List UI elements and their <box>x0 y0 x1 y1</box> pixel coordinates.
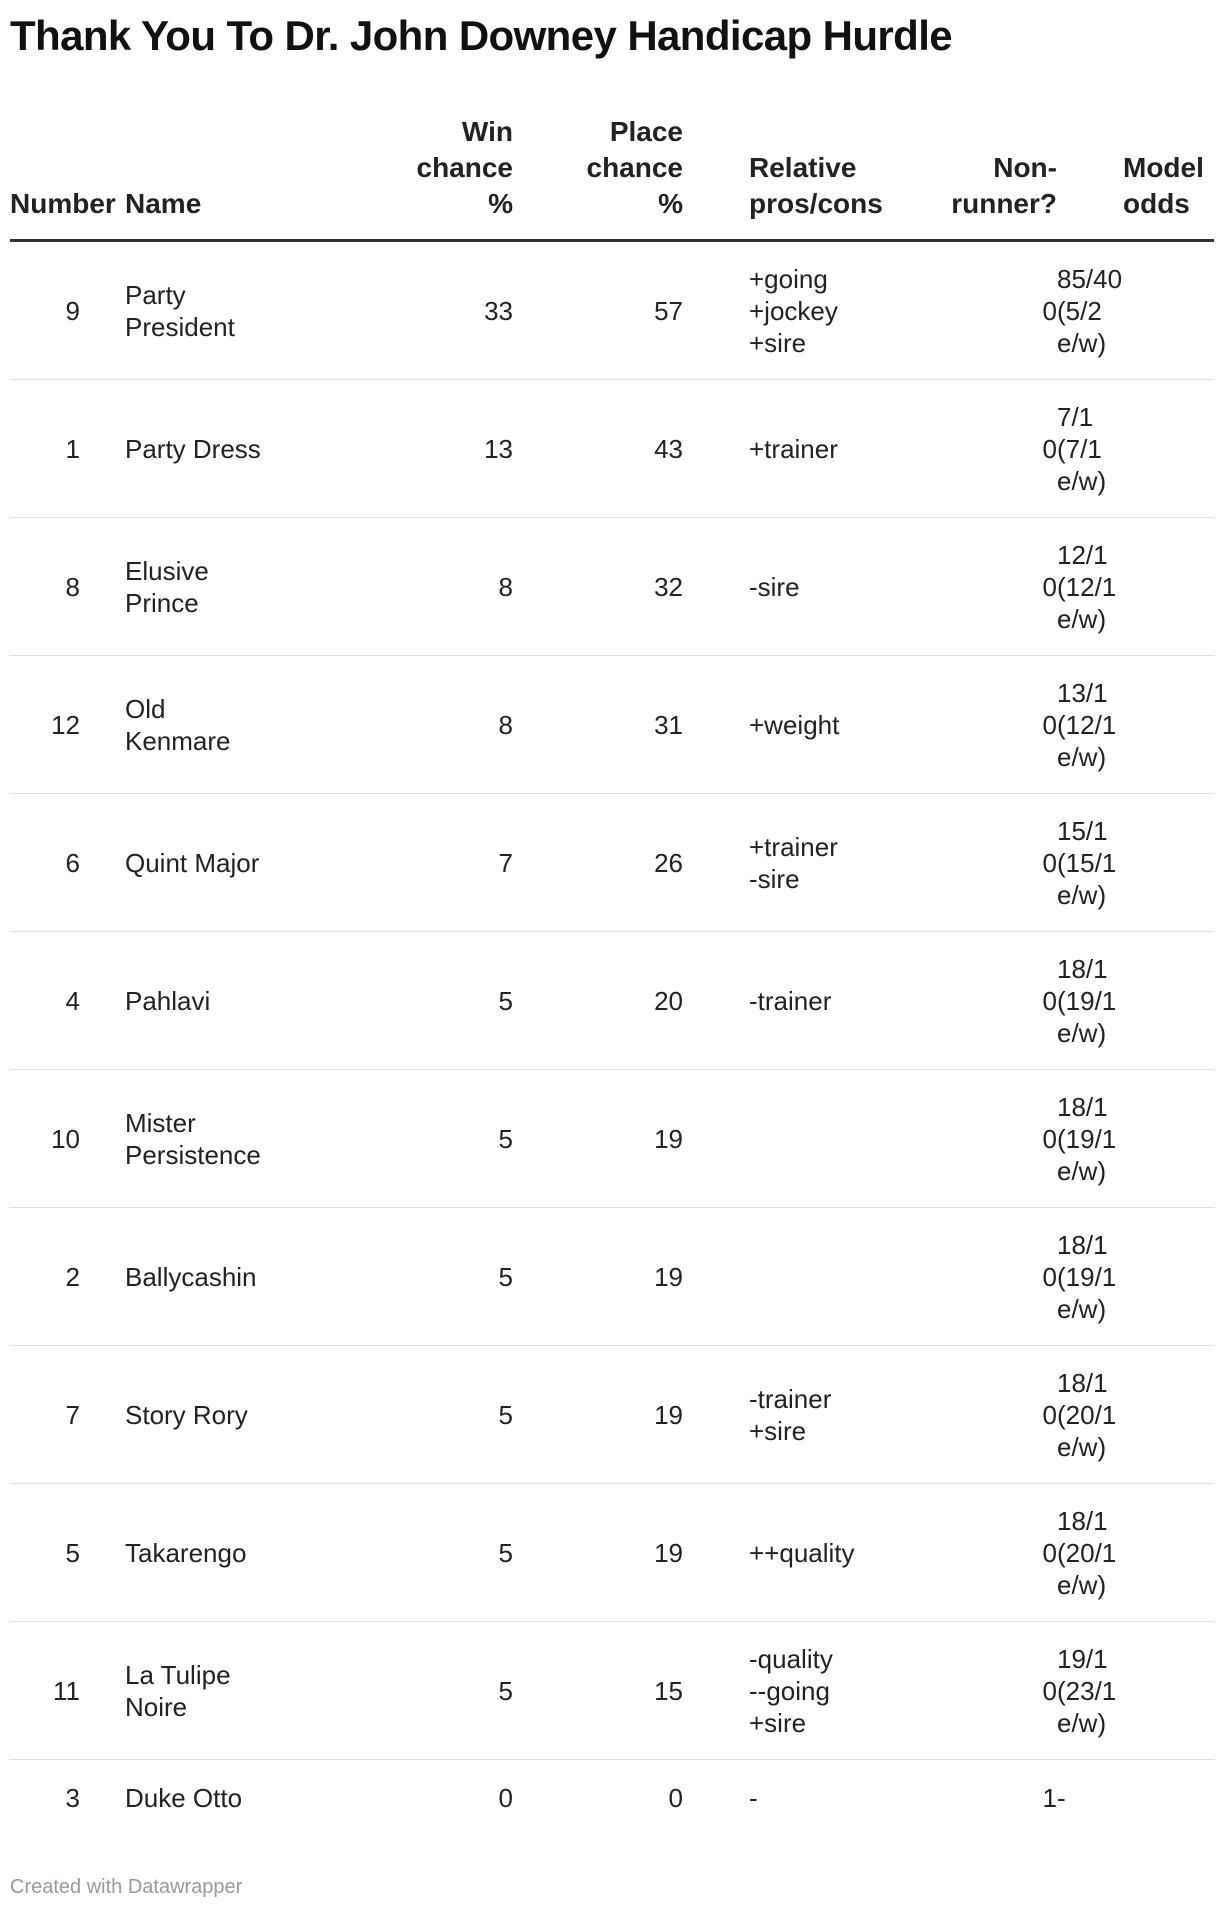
cell-number: 10 <box>10 1070 125 1208</box>
cell-pros-cons-line: +weight <box>749 709 840 740</box>
cell-place-chance: 19 <box>513 1208 683 1346</box>
cell-model-odds <box>1057 1622 1214 1760</box>
cell-name-line: Prince <box>125 587 199 618</box>
cell-pros-cons-line: -sire <box>749 571 800 602</box>
cell-pros-cons <box>683 794 895 932</box>
table-row <box>10 518 1214 656</box>
cell-non-runner: 0 <box>895 518 1057 656</box>
cell-pros-cons-line: -trainer <box>749 1383 832 1414</box>
cell-name-line: Noire <box>125 1691 188 1722</box>
cell-model-odds <box>1057 932 1214 1070</box>
cell-pros-cons-line: +trainer <box>749 433 838 464</box>
cell-pros-cons-line: - <box>749 1782 758 1813</box>
column-header-line: Non- <box>993 152 1057 183</box>
cell-win-chance: 0 <box>498 1782 513 1813</box>
cell-place-chance: 19 <box>513 1484 683 1622</box>
cell-non-runner: 0 <box>895 656 1057 794</box>
cell-model-odds-line: 18/1 <box>1057 953 1108 984</box>
cell-model-odds-line: (12/1 <box>1057 709 1117 740</box>
column-header-line: Relative <box>749 152 857 183</box>
cell-name-line: Persistence <box>125 1139 261 1170</box>
cell-pros-cons-line: +sire <box>749 1415 807 1446</box>
table-row <box>10 794 1214 932</box>
cell-name <box>125 1622 299 1760</box>
cell-model-odds-line: 15/1 <box>1057 815 1108 846</box>
cell-name <box>125 241 299 380</box>
cell-model-odds-line: 18/1 <box>1057 1505 1108 1536</box>
cell-name <box>125 794 299 932</box>
cell-model-odds-line: (20/1 <box>1057 1537 1117 1568</box>
cell-number: 9 <box>10 241 125 380</box>
cell-number: 1 <box>10 380 125 518</box>
cell-pros-cons-line: ++quality <box>749 1537 855 1568</box>
column-header-win-chance[interactable] <box>299 114 513 241</box>
table-row <box>10 932 1214 1070</box>
cell-pros-cons <box>683 1760 895 1836</box>
column-header-line: runner? <box>951 188 1057 219</box>
cell-name-line: Duke Otto <box>125 1782 243 1813</box>
cell-model-odds <box>1057 794 1214 932</box>
cell-name-line: Elusive <box>125 555 209 586</box>
cell-pros-cons-line: +sire <box>749 1707 807 1738</box>
cell-win-chance: 7 <box>299 794 513 932</box>
cell-non-runner: 0 <box>895 241 1057 380</box>
cell-non-runner: 0 <box>895 932 1057 1070</box>
cell-pros-cons <box>683 932 895 1070</box>
cell-name-line: Takarengo <box>125 1537 247 1568</box>
footer-credit: Created with Datawrapper <box>10 1876 243 1898</box>
cell-pros-cons <box>683 241 895 380</box>
cell-model-odds-line: (23/1 <box>1057 1675 1117 1706</box>
cell-pros-cons <box>683 1484 895 1622</box>
cell-model-odds-line: 7/1 <box>1057 401 1094 432</box>
cell-model-odds <box>1057 1346 1214 1484</box>
column-header-model-odds[interactable] <box>1057 114 1214 241</box>
cell-non-runner: 0 <box>895 1484 1057 1622</box>
cell-win-chance: 5 <box>299 1622 513 1760</box>
cell-number: 6 <box>10 794 125 932</box>
cell-name-line: Party Dress <box>125 433 261 464</box>
cell-non-runner: 0 <box>895 1208 1057 1346</box>
cell-model-odds-line: - <box>1057 1782 1066 1813</box>
column-header-line: chance <box>416 152 513 183</box>
cell-pros-cons-line: +sire <box>749 327 807 358</box>
cell-model-odds-line: e/w) <box>1057 741 1107 772</box>
cell-name-line: Mister <box>125 1107 196 1138</box>
cell-pros-cons <box>683 1346 895 1484</box>
cell-pros-cons <box>683 380 895 518</box>
cell-number: 11 <box>10 1622 125 1760</box>
cell-place-chance: 15 <box>513 1622 683 1760</box>
column-header-line: % <box>488 188 513 219</box>
cell-non-runner: 0 <box>895 1622 1057 1760</box>
column-header-line: chance <box>586 152 683 183</box>
cell-model-odds <box>1057 656 1214 794</box>
cell-model-odds <box>1057 380 1214 518</box>
cell-model-odds-line: 85/40 <box>1057 263 1123 294</box>
cell-model-odds-line: e/w) <box>1057 1017 1107 1048</box>
cell-number: 7 <box>10 1346 125 1484</box>
cell-pros-cons-line: -quality <box>749 1643 833 1674</box>
cell-model-odds-line: (5/2 <box>1057 295 1102 326</box>
column-header-line: Number <box>10 188 116 219</box>
cell-place-chance: 0 <box>668 1782 683 1813</box>
cell-place-chance: 19 <box>513 1346 683 1484</box>
cell-name-line: Kenmare <box>125 725 231 756</box>
column-header-place-chance[interactable] <box>513 114 683 241</box>
cell-non-runner: 0 <box>895 794 1057 932</box>
cell-model-odds-line: (19/1 <box>1057 1123 1117 1154</box>
cell-non-runner: 0 <box>895 380 1057 518</box>
column-header-line: Place <box>609 116 683 147</box>
cell-number: 8 <box>10 518 125 656</box>
cell-win-chance: 5 <box>299 1484 513 1622</box>
column-header-name[interactable] <box>125 114 299 241</box>
cell-model-odds-line: (19/1 <box>1057 1261 1117 1292</box>
cell-name-line: Party <box>125 279 186 310</box>
cell-model-odds-line: 18/1 <box>1057 1091 1108 1122</box>
cell-name <box>125 1208 299 1346</box>
column-header-pros-cons[interactable] <box>683 114 895 241</box>
cell-model-odds <box>1057 241 1214 380</box>
table-body <box>10 241 1214 1836</box>
cell-model-odds-line: e/w) <box>1057 1155 1107 1186</box>
cell-pros-cons-line: +trainer <box>749 831 838 862</box>
cell-pros-cons <box>683 518 895 656</box>
cell-win-chance: 8 <box>299 518 513 656</box>
cell-place-chance: 26 <box>513 794 683 932</box>
cell-model-odds-line: e/w) <box>1057 879 1107 910</box>
cell-win-chance: 13 <box>299 380 513 518</box>
cell-pros-cons-line: --going <box>749 1675 830 1706</box>
cell-win-chance: 5 <box>299 1346 513 1484</box>
column-header-line: % <box>658 188 683 219</box>
cell-model-odds-line: 13/1 <box>1057 677 1108 708</box>
cell-model-odds-line: e/w) <box>1057 1707 1107 1738</box>
cell-model-odds-line: 19/1 <box>1057 1643 1108 1674</box>
cell-model-odds-line: (20/1 <box>1057 1399 1117 1430</box>
cell-model-odds <box>1057 518 1214 656</box>
cell-name <box>125 1070 299 1208</box>
cell-name <box>125 1760 299 1836</box>
cell-number: 2 <box>10 1208 125 1346</box>
cell-model-odds-line: 18/1 <box>1057 1367 1108 1398</box>
table-row <box>10 1760 1214 1836</box>
cell-place-chance: 31 <box>513 656 683 794</box>
cell-name-line: President <box>125 311 235 342</box>
cell-name-line: Quint Major <box>125 847 260 878</box>
cell-model-odds <box>1057 1760 1214 1836</box>
cell-model-odds-line: (15/1 <box>1057 847 1117 878</box>
cell-model-odds <box>1057 1070 1214 1208</box>
cell-model-odds-line: (7/1 <box>1057 433 1102 464</box>
chart-title: Thank You To Dr. John Downey Handicap Hurdle <box>10 12 953 59</box>
cell-number: 3 <box>65 1782 80 1813</box>
cell-name <box>125 380 299 518</box>
column-header-number[interactable] <box>10 114 125 241</box>
table-row <box>10 380 1214 518</box>
cell-name <box>125 518 299 656</box>
column-header-non-runner[interactable] <box>895 114 1057 241</box>
column-header-line: Name <box>125 188 202 219</box>
table-row <box>10 656 1214 794</box>
cell-place-chance: 20 <box>513 932 683 1070</box>
cell-model-odds-line: e/w) <box>1057 465 1107 496</box>
cell-model-odds <box>1057 1208 1214 1346</box>
cell-model-odds-line: e/w) <box>1057 603 1107 634</box>
cell-number: 5 <box>10 1484 125 1622</box>
cell-name <box>125 1346 299 1484</box>
cell-model-odds-line: e/w) <box>1057 327 1107 358</box>
cell-model-odds <box>1057 1484 1214 1622</box>
cell-place-chance: 32 <box>513 518 683 656</box>
cell-model-odds-line: e/w) <box>1057 1569 1107 1600</box>
cell-pros-cons <box>683 1208 895 1346</box>
column-header-line: Model <box>1123 152 1204 183</box>
cell-name-line: Story Rory <box>125 1399 248 1430</box>
cell-non-runner: 1 <box>1042 1782 1057 1813</box>
cell-name <box>125 1484 299 1622</box>
cell-pros-cons <box>683 1622 895 1760</box>
cell-name <box>125 932 299 1070</box>
cell-win-chance: 5 <box>299 932 513 1070</box>
cell-name <box>125 656 299 794</box>
cell-name-line: La Tulipe <box>125 1659 231 1690</box>
table-row <box>10 1070 1214 1208</box>
cell-model-odds-line: (12/1 <box>1057 571 1117 602</box>
cell-name-line: Pahlavi <box>125 985 211 1016</box>
cell-number: 12 <box>10 656 125 794</box>
table-row <box>10 1208 1214 1346</box>
cell-place-chance: 57 <box>513 241 683 380</box>
table-row <box>10 1484 1214 1622</box>
column-header-line: odds <box>1123 188 1190 219</box>
cell-non-runner: 0 <box>895 1070 1057 1208</box>
cell-win-chance: 5 <box>299 1070 513 1208</box>
table-row <box>10 1346 1214 1484</box>
cell-model-odds-line: 18/1 <box>1057 1229 1108 1260</box>
header-row <box>10 114 1214 241</box>
cell-pros-cons <box>683 656 895 794</box>
cell-pros-cons <box>683 1070 895 1208</box>
cell-model-odds-line: (19/1 <box>1057 985 1117 1016</box>
cell-place-chance: 19 <box>513 1070 683 1208</box>
cell-win-chance: 5 <box>299 1208 513 1346</box>
cell-win-chance: 8 <box>299 656 513 794</box>
cell-model-odds-line: e/w) <box>1057 1293 1107 1324</box>
data-table <box>10 114 1214 1835</box>
cell-number: 4 <box>10 932 125 1070</box>
cell-pros-cons-line: +going <box>749 263 828 294</box>
table-container <box>10 0 1214 1835</box>
cell-pros-cons-line: -sire <box>749 863 800 894</box>
table-row <box>10 241 1214 380</box>
cell-name-line: Old <box>125 693 166 724</box>
cell-pros-cons-line: -trainer <box>749 985 832 1016</box>
column-header-line: pros/cons <box>749 188 883 219</box>
cell-non-runner: 0 <box>895 1346 1057 1484</box>
cell-pros-cons-line: +jockey <box>749 295 838 326</box>
cell-name-line: Ballycashin <box>125 1261 257 1292</box>
column-header-line: Win <box>461 116 513 147</box>
cell-model-odds-line: 12/1 <box>1057 539 1108 570</box>
cell-model-odds-line: e/w) <box>1057 1431 1107 1462</box>
cell-place-chance: 43 <box>513 380 683 518</box>
table-row <box>10 1622 1214 1760</box>
cell-win-chance: 33 <box>299 241 513 380</box>
